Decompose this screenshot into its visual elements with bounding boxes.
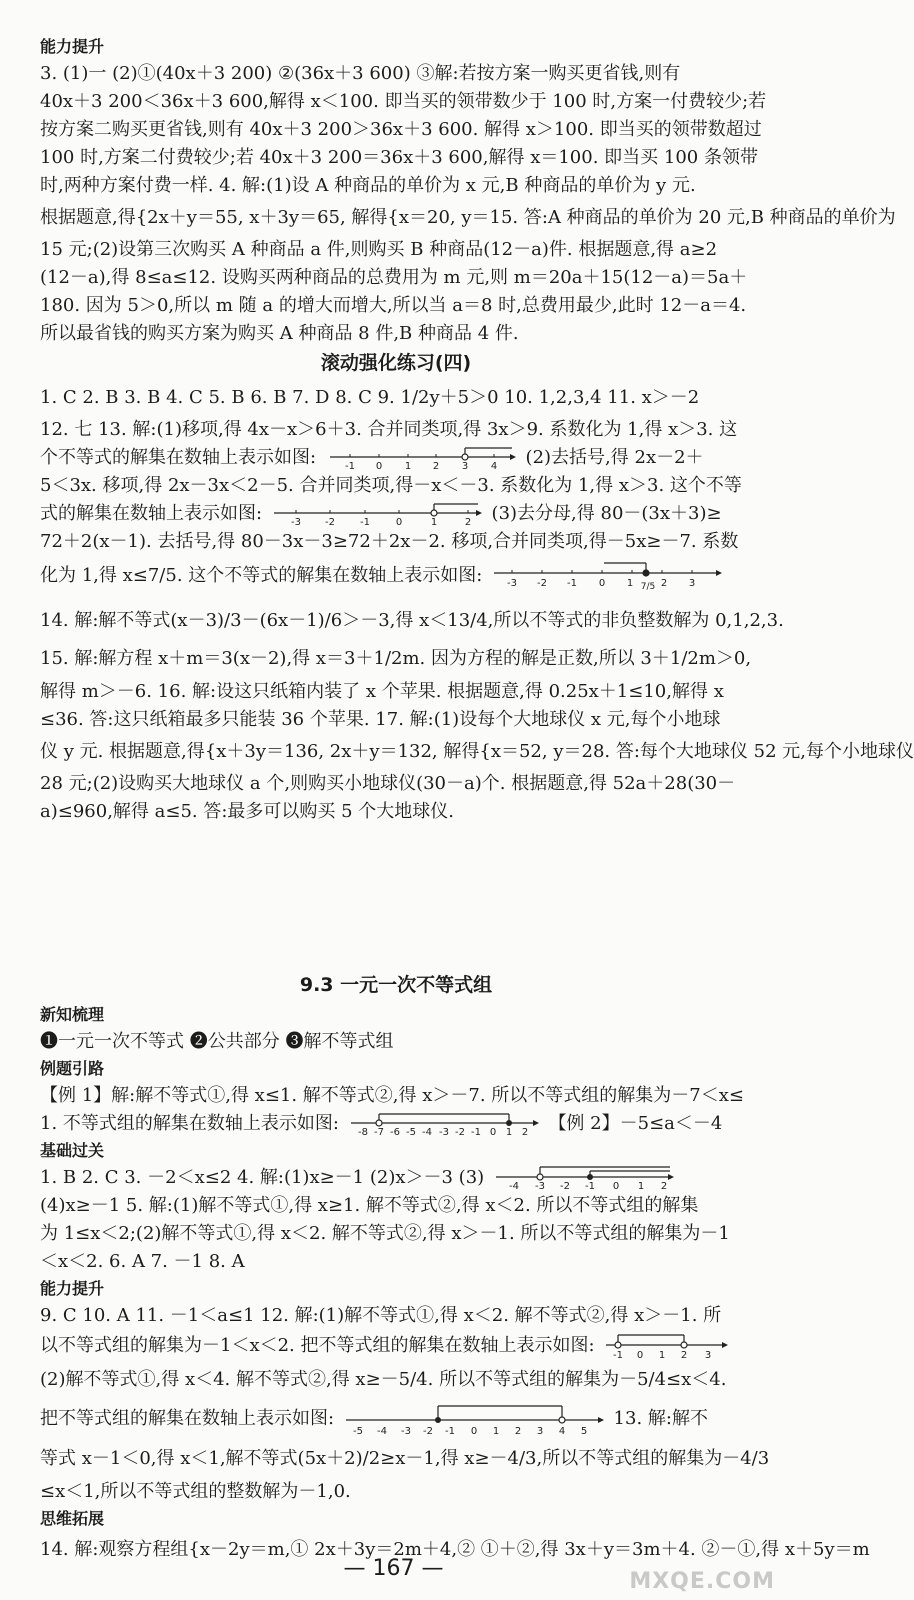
text-line: (2)解不等式①,得 x＜4. 解不等式②,得 x≥－5/4. 所以不等式组的解集为－5/4≤x＜4.	[40, 1369, 727, 1390]
number-line-5	[494, 1165, 674, 1191]
section-title: 9.3 一元一次不等式组	[299, 974, 493, 996]
text-line: 100 时,方案二付费较少;若 40x＋3 200＝36x＋3 600,解得 x＝100. 即当买 100 条领带	[40, 147, 758, 168]
text-line: (12－a),得 8≤a≤12. 设购买两种商品的总费用为 m 元,则 m＝20a＋15(12－a)＝5a＋	[40, 267, 748, 288]
tick-label: -4	[508, 1181, 519, 1192]
text-span: (2)去括号,得 2x－2＋	[525, 447, 704, 468]
tick-label: 2	[432, 461, 439, 472]
text-line: a)≤960,解得 a≤5. 答:最多可以购买 5 个大地球仪.	[40, 801, 455, 822]
text-line: 解得 m＞－6. 16. 解:设这只纸箱内装了 x 个苹果. 根据题意,得 0.25x＋1≤10,解得 x	[40, 681, 724, 702]
number-line-7	[344, 1402, 604, 1436]
text-line	[40, 1330, 752, 1362]
tick-label: -3	[438, 1127, 449, 1138]
text-line: ≤x＜1,所以不等式组的整数解为－1,0.	[40, 1481, 351, 1502]
text-line: 时,两种方案付费一样. 4. 解:(1)设 A 种商品的单价为 x 元,B 种商品的单价为 y 元.	[40, 175, 696, 196]
heading-nengli: 能力提升	[40, 37, 105, 56]
text-line: 3. (1)一 (2)①(40x＋3 200) ②(36x＋3 600) ③解:若按方案一购买更省钱,则有	[40, 63, 681, 84]
text-span: 式的解集在数轴上表示如图:	[40, 503, 263, 524]
text-span: 13. 解:解不	[613, 1408, 708, 1429]
text-line: 仪 y 元. 根据题意,得{x＋3y＝136, 2x＋y＝132, 解得{x＝52, y＝28. 答:每个大地球仪 52 元,每个小地球仪	[40, 741, 914, 762]
tick-label: -1	[584, 1181, 595, 1192]
tick-label: 2	[514, 1426, 521, 1437]
text-line	[40, 556, 752, 596]
tick-label: 0	[470, 1426, 477, 1437]
heading-nengli: 能力提升	[40, 1279, 105, 1298]
text-line	[40, 1110, 752, 1138]
tick-label: -2	[324, 517, 335, 528]
text-line: 5＜3x. 移项,得 2x－3x＜2－5. 合并同类项,得－x＜－3. 系数化为 1,得 x＞3. 这个不等	[40, 475, 742, 496]
text-line	[40, 1164, 752, 1192]
heading-liti: 例题引路	[40, 1059, 105, 1078]
tick-label: 2	[681, 1350, 688, 1361]
text-line	[40, 444, 752, 472]
tick-label: -5	[352, 1426, 363, 1437]
tick-label: 2	[521, 1127, 528, 1138]
text-span: 化为 1,得 x≤7/5. 这个不等式的解集在数轴上表示如图:	[40, 565, 483, 586]
tick-label: -1	[613, 1350, 624, 1361]
text-span: 以不等式组的解集为－1＜x＜2. 把不等式组的解集在数轴上表示如图:	[40, 1335, 595, 1356]
tick-label: 1	[430, 517, 437, 528]
number-line-6	[604, 1332, 728, 1360]
text-line: 根据题意,得{2x＋y＝55, x＋3y＝65, 解得{x＝20, y＝15. 答:A 种商品的单价为 20 元,B 种商品的单价为	[40, 207, 896, 228]
tick-label: 4	[558, 1426, 565, 1437]
text-line: (4)x≥－1 5. 解:(1)解不等式①,得 x≥1. 解不等式②,得 x＜2. 所以不等式组的解集	[40, 1195, 699, 1216]
tick-label: 0	[375, 461, 382, 472]
tick-label: 5	[580, 1426, 587, 1437]
tick-label: 1	[637, 1181, 645, 1192]
text-line: ≤36. 答:这只纸箱最多只能装 36 个苹果. 17. 解:(1)设每个大地球仪 x 元,每个小地球	[40, 709, 721, 730]
text-line: 【例 1】解:解不等式①,得 x≤1. 解不等式②,得 x＞－7. 所以不等式组的解集为－7＜x≤	[40, 1085, 744, 1106]
section-title: 滚动强化练习(四)	[320, 352, 472, 374]
tick-label: 2	[464, 517, 471, 528]
tick-label: 1	[626, 578, 634, 589]
tick-label: -5	[405, 1127, 416, 1138]
tick-label: -2	[422, 1426, 433, 1437]
text-span: 把不等式组的解集在数轴上表示如图:	[40, 1408, 335, 1429]
text-line: 9. C 10. A 11. －1＜a≤1 12. 解:(1)解不等式①,得 x＜2. 解不等式②,得 x＞－1. 所	[40, 1305, 722, 1326]
number-line-2	[272, 501, 482, 527]
page-number: — 167 —	[343, 1556, 444, 1581]
heading-siwei: 思维拓展	[40, 1509, 105, 1528]
text-line: 按方案二购买更省钱,则有 40x＋3 200＞36x＋3 600. 解得 x＞100. 即当买的领带数超过	[40, 119, 762, 140]
text-line: 12. 七 13. 解:(1)移项,得 4x－x＞6＋3. 合并同类项,得 3x＞9. 系数化为 1,得 x＞3. 这	[40, 419, 738, 440]
text-line: 15 元;(2)设第三次购买 A 种商品 a 件,则购买 B 种商品(12－a)件. 根据题意,得 a≥2	[40, 239, 718, 260]
text-span: 1. 不等式组的解集在数轴上表示如图:	[40, 1113, 339, 1134]
tick-label: -2	[537, 578, 548, 589]
tick-label: -8	[357, 1127, 368, 1138]
tick-label: 0	[395, 517, 402, 528]
text-line: 为 1≤x＜2;(2)解不等式①,得 x＜2. 解不等式②,得 x＞－1. 所以不等式组的解集为－1	[40, 1223, 730, 1244]
nengli-section-1	[40, 34, 896, 348]
text-line: 等式 x－1＜0,得 x＜1,解不等式(5x＋2)/2≥x－1,得 x≥－4/3,所以不等式组的解集为－4/3	[40, 1448, 770, 1469]
tick-label: 1	[505, 1127, 512, 1138]
tick-label: 0	[637, 1350, 644, 1361]
tick-label: -3	[534, 1181, 545, 1192]
text-line	[40, 500, 752, 528]
text-line: ❶一元一次不等式 ❷公共部分 ❸解不等式组	[40, 1031, 394, 1052]
text-line: 28 元;(2)设购买大地球仪 a 个,则购买小地球仪(30－a)个. 根据题意,得 52a＋28(30－	[40, 773, 736, 794]
tick-label: -3	[507, 578, 518, 589]
tick-label: -1	[567, 578, 578, 589]
number-line-4	[349, 1111, 539, 1137]
tick-label: -4	[376, 1426, 387, 1437]
text-line: 1. C 2. B 3. B 4. C 5. B 6. B 7. D 8. C 9. 1/2y＋5＞0 10. 1,2,3,4 11. x＞－2	[40, 387, 700, 408]
tick-label: -2	[559, 1181, 570, 1192]
text-line: 180. 因为 5＞0,所以 m 随 a 的增大而增大,所以当 a＝8 时,总费用最少,此时 12－a＝4.	[40, 295, 747, 316]
heading-jichu: 基础过关	[40, 1141, 105, 1160]
tick-label: 4	[490, 461, 497, 472]
heading-xinzhi: 新知梳理	[40, 1005, 105, 1024]
text-line	[40, 1398, 752, 1440]
text-span: 个不等式的解集在数轴上表示如图:	[40, 447, 317, 468]
text-line: 14. 解:解不等式(x－3)/3－(6x－1)/6＞－3,得 x＜13/4,所以不等式的非负整数解为 0,1,2,3.	[40, 610, 784, 631]
number-line-3	[492, 559, 722, 593]
tick-label: 0	[489, 1127, 496, 1138]
tick-label: 3	[688, 578, 696, 589]
tick-label: 3	[461, 461, 468, 472]
text-line: 15. 解:解方程 x＋m＝3(x－2),得 x＝3＋1/2m. 因为方程的解是正数,所以 3＋1/2m＞0,	[40, 648, 752, 669]
section-9-3	[40, 968, 870, 1568]
tick-label: 0	[598, 578, 606, 589]
tick-label: -6	[389, 1127, 400, 1138]
tick-label: -1	[470, 1127, 481, 1138]
tick-label: 3	[536, 1426, 543, 1437]
text-line: 40x＋3 200＜36x＋3 600,解得 x＜100. 即当买的领带数少于 100 时,方案一付费较少;若	[40, 91, 767, 112]
tick-label: -7	[373, 1127, 384, 1138]
tick-label: 1	[404, 461, 411, 472]
tick-label: 1	[492, 1426, 499, 1437]
tick-label: 3	[705, 1350, 712, 1361]
text-span: 【例 2】－5≤a＜－4	[548, 1113, 723, 1134]
tick-label: 2	[660, 1181, 668, 1192]
text-line: 所以最省钱的购买方案为购买 A 种商品 8 件,B 种商品 4 件.	[40, 323, 519, 344]
gundong-section	[40, 346, 914, 826]
text-line: 72＋2(x－1). 去括号,得 80－3x－3≥72＋2x－2. 移项,合并同类项,得－5x≥－7. 系数	[40, 531, 739, 552]
tick-label: -1	[359, 517, 370, 528]
number-line-1	[326, 445, 516, 471]
tick-label: -3	[290, 517, 301, 528]
text-span: (3)去分母,得 80－(3x＋3)≥	[491, 503, 722, 524]
tick-label: -2	[454, 1127, 465, 1138]
text-line: 14. 解:观察方程组{x－2y＝m,① 2x＋3y＝2m＋4,② ①＋②,得 3x＋y＝3m＋4. ②－①,得 x＋5y＝m	[40, 1539, 870, 1560]
tick-label: -3	[400, 1426, 411, 1437]
watermark: MXQE.COM	[629, 1569, 775, 1594]
text-span: 1. B 2. C 3. －2＜x≤2 4. 解:(1)x≥－1 (2)x＞－3 (3)	[40, 1167, 485, 1188]
tick-label: -1	[444, 1426, 455, 1437]
tick-label: 0	[612, 1181, 620, 1192]
tick-label: 2	[660, 578, 668, 589]
tick-label: 1	[659, 1350, 666, 1361]
tick-label: -1	[344, 461, 355, 472]
tick-label: 7/5	[640, 582, 656, 592]
tick-label: -4	[421, 1127, 432, 1138]
text-line: ＜x＜2. 6. A 7. －1 8. A	[40, 1251, 245, 1272]
